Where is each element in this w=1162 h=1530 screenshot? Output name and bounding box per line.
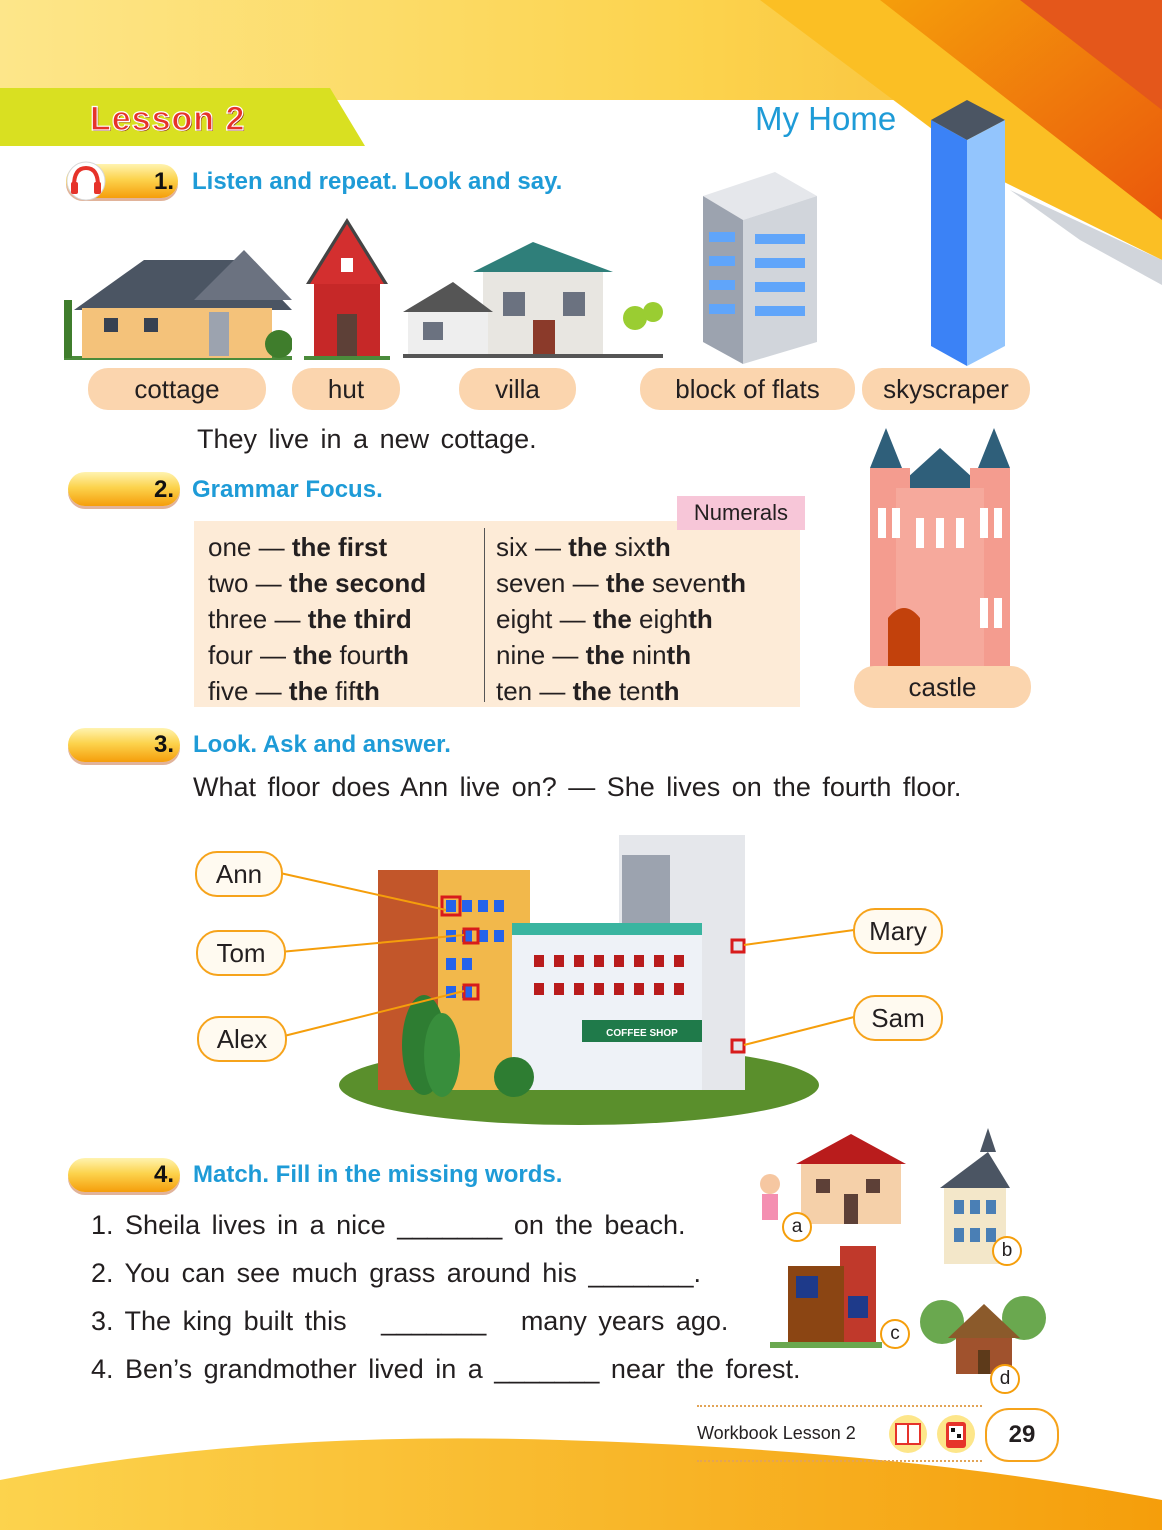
section-2-number: 2.	[153, 476, 174, 503]
word-skyscraper: skyscraper	[862, 368, 1030, 410]
skyscraper-image	[925, 100, 1009, 366]
grammar-row: four — the fourth	[208, 640, 409, 670]
section-1-number: 1.	[153, 168, 174, 195]
coffee-shop-sign: COFFEE SHOP	[606, 1028, 678, 1039]
cottage-image	[64, 240, 292, 362]
lesson-title: Lesson 2	[90, 100, 246, 138]
exercise-sentence-3: 3. The king built this _______ many years ago.	[91, 1306, 729, 1336]
grammar-row: five — the fifth	[208, 676, 380, 706]
grammar-row: eight — the eighth	[496, 604, 713, 634]
grammar-row: seven — the seventh	[496, 568, 746, 598]
exercise-sentence-1: 1. Sheila lives in a nice _______ on the beach.	[91, 1210, 686, 1240]
exercise-sentence-2: 2. You can see much grass around his _______.	[91, 1258, 701, 1288]
forest-house-image	[920, 1282, 1046, 1378]
workbook-icon[interactable]	[888, 1414, 928, 1454]
beach-house-image	[756, 1134, 908, 1230]
castle-image	[856, 428, 1024, 668]
modern-house-image	[770, 1246, 882, 1350]
name-mary: Mary	[853, 908, 943, 954]
workbook-reference: Workbook Lesson 2	[697, 1423, 856, 1443]
word-castle: castle	[854, 666, 1031, 708]
numerals-tag: Numerals	[677, 496, 805, 530]
section-2-title: Grammar Focus.	[192, 476, 383, 503]
answer-letter-b: b	[992, 1236, 1022, 1266]
answer-letter-c: c	[880, 1319, 910, 1349]
word-villa: villa	[459, 368, 576, 410]
footer-divider-bottom	[697, 1460, 982, 1462]
page-number: 29	[985, 1408, 1059, 1462]
answer-letter-d: d	[990, 1364, 1020, 1394]
grammar-left-column	[208, 529, 426, 709]
footer-divider-top	[697, 1405, 982, 1407]
section-3-title: Look. Ask and answer.	[193, 731, 451, 758]
name-ann: Ann	[195, 851, 283, 897]
hut-image	[304, 218, 390, 362]
grammar-row: ten — the tenth	[496, 676, 680, 706]
grammar-row: three — the third	[208, 604, 412, 634]
blank-4[interactable]: _______	[494, 1354, 600, 1384]
word-block-of-flats: block of flats	[640, 368, 855, 410]
name-alex: Alex	[197, 1016, 287, 1062]
grammar-row: two — the second	[208, 568, 427, 598]
section-3-number: 3.	[153, 731, 174, 758]
section-4-title: Match. Fill in the missing words.	[193, 1161, 563, 1188]
answer-letter-a: a	[782, 1212, 812, 1242]
word-cottage: cottage	[88, 368, 266, 410]
word-hut: hut	[292, 368, 400, 410]
headphones-icon[interactable]	[64, 160, 112, 202]
grammar-right-column	[496, 529, 746, 709]
page-title: My Home	[755, 100, 897, 137]
grammar-row: one — the first	[208, 532, 388, 562]
blank-1[interactable]: _______	[397, 1210, 503, 1240]
name-sam: Sam	[853, 995, 943, 1041]
exercise-sentence-4: 4. Ben’s grandmother lived in a _______ near the forest.	[91, 1354, 801, 1384]
qr-code-icon[interactable]	[936, 1414, 976, 1454]
name-tom: Tom	[196, 930, 286, 976]
blank-2[interactable]: _______	[588, 1258, 694, 1288]
grammar-row: six — the sixth	[496, 532, 671, 562]
section-4-number: 4.	[153, 1161, 174, 1188]
section-3-example: What floor does Ann live on? — She lives on the fourth floor.	[193, 772, 962, 802]
apartment-buildings-illustration	[194, 815, 954, 1125]
block-of-flats-image	[695, 172, 819, 364]
blank-3[interactable]: _______	[381, 1306, 487, 1336]
section-1-title: Listen and repeat. Look and say.	[192, 168, 563, 195]
grammar-row: nine — the ninth	[496, 640, 692, 670]
grammar-divider	[484, 528, 485, 702]
villa-image	[403, 242, 663, 360]
section-1-example: They live in a new cottage.	[197, 424, 537, 454]
